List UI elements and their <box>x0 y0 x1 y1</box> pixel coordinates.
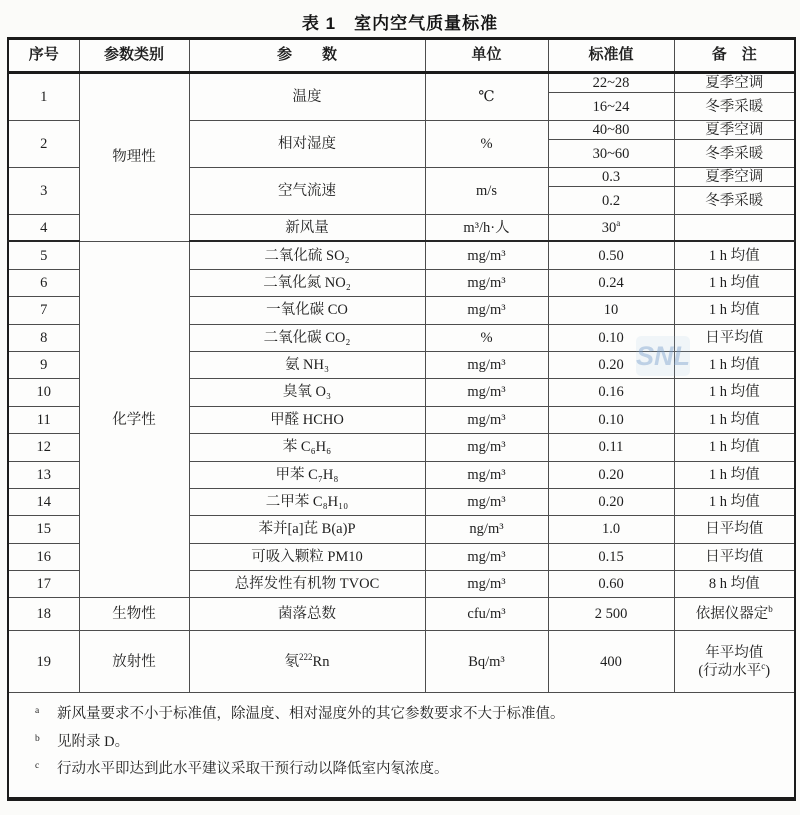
value-cell: 10 <box>548 297 674 324</box>
serial-cell: 8 <box>8 324 79 351</box>
unit-cell: mg/m³ <box>425 269 548 296</box>
serial-cell: 14 <box>8 488 79 515</box>
footnote-marker: c <box>35 760 40 771</box>
serial-cell: 3 <box>8 168 79 215</box>
unit-cell: mg/m³ <box>425 461 548 488</box>
serial-cell: 4 <box>8 215 79 242</box>
value-cell: 30$^a$ <box>548 215 674 242</box>
remark-cell: 1 h 均值 <box>674 351 795 378</box>
unit-cell: mg/m³ <box>425 488 548 515</box>
value-cell: 22~28 <box>548 73 674 93</box>
serial-cell: 1 <box>8 73 79 121</box>
remark-cell: 冬季采暖 <box>674 140 795 168</box>
param-cell: 温度 <box>189 73 425 121</box>
param-cell: 二氧化氮 NO₂ <box>189 269 425 296</box>
param-cell: 氨 NH₃ <box>189 351 425 378</box>
unit-cell: % <box>425 121 548 168</box>
param-cell: 臭氧 O₃ <box>189 379 425 406</box>
air-quality-standards-table <box>7 37 796 801</box>
footnote-b <box>35 733 784 751</box>
param-cell: 二氧化硫 SO₂ <box>189 241 425 269</box>
value-cell: 0.20 <box>548 488 674 515</box>
footnotes-row <box>8 693 795 800</box>
remark-line-2: (行动水平$^c$) <box>698 661 771 679</box>
unit-cell: mg/m³ <box>425 543 548 570</box>
footnote-marker: c <box>761 661 766 672</box>
remark-line-1: 年平均值 <box>705 644 764 661</box>
remark-cell: 1 h 均值 <box>674 379 795 406</box>
header-unit: 单位 <box>425 39 548 73</box>
serial-cell: 2 <box>8 121 79 168</box>
serial-cell: 5 <box>8 241 79 269</box>
category-cell-chemical: 化学性 <box>79 241 189 598</box>
table-row <box>8 598 795 631</box>
value-cell: 0.16 <box>548 379 674 406</box>
param-cell: 菌落总数 <box>189 598 425 631</box>
value-cell: 0.50 <box>548 241 674 269</box>
serial-cell: 18 <box>8 598 79 631</box>
unit-cell: mg/m³ <box>425 241 548 269</box>
serial-cell: 6 <box>8 269 79 296</box>
footnote-text: 新风量要求不小于标准值，除温度、相对湿度外的其它参数要求不大于标准值。 <box>57 706 565 723</box>
serial-cell: 10 <box>8 379 79 406</box>
serial-cell: 7 <box>8 297 79 324</box>
footnote-text: 行动水平即达到此水平建议采取干预行动以降低室内氡浓度。 <box>57 760 449 777</box>
param-cell: 氡$^{222}$Rn <box>189 631 425 693</box>
remark-cell <box>674 631 795 693</box>
isotope-superscript: 222 <box>299 652 313 663</box>
remark-cell: 夏季空调 <box>674 168 795 187</box>
remark-cell: 依据仪器定$^b$ <box>674 598 795 631</box>
remark-cell: 冬季采暖 <box>674 187 795 215</box>
param-cell: 相对湿度 <box>189 121 425 168</box>
remark-cell: 日平均值 <box>674 543 795 570</box>
footnote-marker: b <box>35 733 40 744</box>
category-cell-physical: 物理性 <box>79 73 189 242</box>
param-cell: 二甲苯 C₈H₁₀ <box>189 488 425 515</box>
param-cell: 一氧化碳 CO <box>189 297 425 324</box>
footnote-c <box>35 760 784 778</box>
remark-cell: 1 h 均值 <box>674 241 795 269</box>
footnote-marker: a <box>35 706 40 717</box>
header-no: 序号 <box>8 39 79 73</box>
value-cell: 0.2 <box>548 187 674 215</box>
param-cell: 甲醛 HCHO <box>189 406 425 433</box>
unit-cell: mg/m³ <box>425 434 548 461</box>
value-cell: 0.10 <box>548 324 674 351</box>
footnote-text: 见附录 D。 <box>57 733 130 750</box>
unit-cell: mg/m³ <box>425 406 548 433</box>
remark-cell <box>674 215 795 242</box>
value-cell: 0.20 <box>548 461 674 488</box>
value-cell: 0.3 <box>548 168 674 187</box>
unit-cell: m/s <box>425 168 548 215</box>
footnote-marker: a <box>616 217 621 228</box>
category-cell-biological: 生物性 <box>79 598 189 631</box>
unit-cell: mg/m³ <box>425 379 548 406</box>
watermark-logo: SNL <box>636 336 690 376</box>
unit-cell: mg/m³ <box>425 297 548 324</box>
param-cell: 新风量 <box>189 215 425 242</box>
param-cell: 二氧化碳 CO₂ <box>189 324 425 351</box>
value-cell: 2 500 <box>548 598 674 631</box>
value-cell: 0.11 <box>548 434 674 461</box>
serial-cell: 13 <box>8 461 79 488</box>
serial-cell: 12 <box>8 434 79 461</box>
header-value: 标准值 <box>548 39 674 73</box>
remark-cell: 1 h 均值 <box>674 488 795 515</box>
unit-cell: mg/m³ <box>425 351 548 378</box>
unit-cell: Bq/m³ <box>425 631 548 693</box>
serial-cell: 17 <box>8 571 79 598</box>
remark-cell: 1 h 均值 <box>674 461 795 488</box>
value-cell: 0.20 <box>548 351 674 378</box>
serial-cell: 15 <box>8 516 79 543</box>
footnote-a <box>35 705 784 723</box>
serial-cell: 9 <box>8 351 79 378</box>
remark-cell: 1 h 均值 <box>674 297 795 324</box>
remark-cell: 日平均值 <box>674 324 795 351</box>
value-cell: 0.10 <box>548 406 674 433</box>
value-cell: 1.0 <box>548 516 674 543</box>
table-row <box>8 73 795 93</box>
unit-cell: ng/m³ <box>425 516 548 543</box>
remark-cell: 夏季空调 <box>674 121 795 140</box>
serial-cell: 16 <box>8 543 79 570</box>
serial-cell: 11 <box>8 406 79 433</box>
table-title: 表 1 室内空气质量标准 <box>301 14 499 33</box>
param-cell: 甲苯 C₇H₈ <box>189 461 425 488</box>
param-cell: 可吸入颗粒 PM10 <box>189 543 425 570</box>
table-row <box>8 631 795 693</box>
header-category: 参数类别 <box>79 39 189 73</box>
header-param: 参 数 <box>189 39 425 73</box>
value-cell: 16~24 <box>548 93 674 121</box>
remark-cell: 日平均值 <box>674 516 795 543</box>
remark-cell: 1 h 均值 <box>674 434 795 461</box>
remark-cell: 1 h 均值 <box>674 406 795 433</box>
remark-cell: 8 h 均值 <box>674 571 795 598</box>
param-cell: 总挥发性有机物 TVOC <box>189 571 425 598</box>
remark-cell: 冬季采暖 <box>674 93 795 121</box>
footnote-marker: b <box>768 604 773 615</box>
serial-cell: 19 <box>8 631 79 693</box>
header-row <box>8 39 795 73</box>
param-cell: 空气流速 <box>189 168 425 215</box>
value-cell: 40~80 <box>548 121 674 140</box>
unit-cell: ℃ <box>425 73 548 121</box>
unit-cell: mg/m³ <box>425 571 548 598</box>
value-cell: 0.15 <box>548 543 674 570</box>
unit-cell: % <box>425 324 548 351</box>
category-cell-radioactive: 放射性 <box>79 631 189 693</box>
table-row <box>8 241 795 269</box>
value-cell: 30~60 <box>548 140 674 168</box>
value-cell: 0.24 <box>548 269 674 296</box>
footnotes-cell <box>8 693 795 800</box>
remark-cell: 夏季空调 <box>674 73 795 93</box>
unit-cell: m³/h·人 <box>425 215 548 242</box>
value-cell: 400 <box>548 631 674 693</box>
param-cell: 苯 C₆H₆ <box>189 434 425 461</box>
unit-cell: cfu/m³ <box>425 598 548 631</box>
remark-cell: 1 h 均值 <box>674 269 795 296</box>
param-cell: 苯并[a]芘 B(a)P <box>189 516 425 543</box>
header-remark: 备 注 <box>674 39 795 73</box>
value-cell: 0.60 <box>548 571 674 598</box>
